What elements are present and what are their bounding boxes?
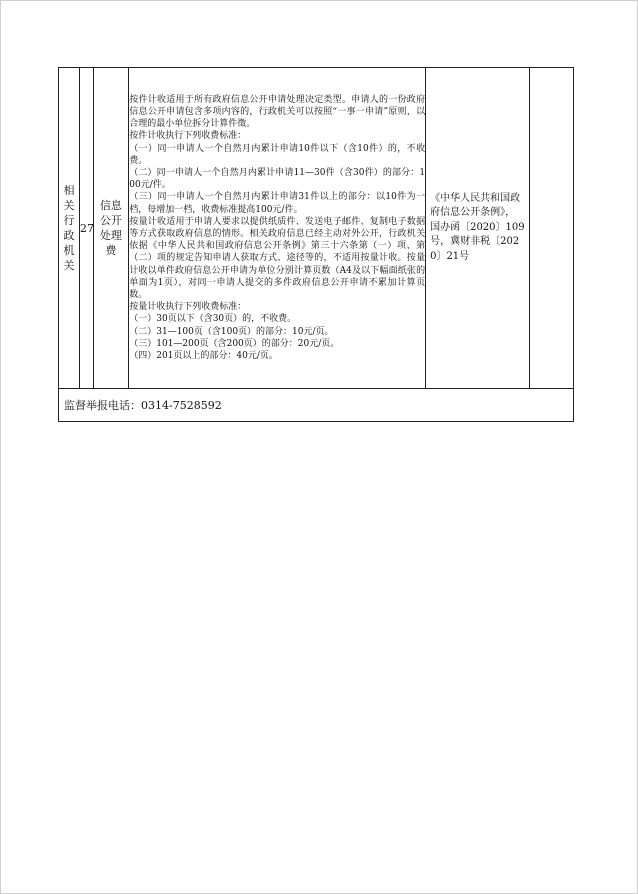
description-paragraph: 按量计收适用于申请人要求以提供纸质件、发送电子邮件、复制电子数据等方式获取政府信息的情形。相关政府信息已经主动对外公开，行政机关依据《中华人民共和国政府信息公开条例》第三十六条第（一）项、第（二）项的规定告知申请人获取方式、途径等的，不适用按量计收。按量计收以单件政府信息公开申请为单位分别计算页数（A4及以下幅面纸张的单面为1页），对同一申请人提交的多件政府信息公开申请不累加计算页数。 — [129, 216, 426, 301]
number-cell — [79, 68, 93, 389]
description-paragraph: （三）101—200页（含200页）的部分：20元/页。 — [129, 338, 340, 349]
fee-table — [58, 67, 574, 422]
extra-cell — [529, 68, 573, 389]
description-paragraph: 按件计收适用于所有政府信息公开申请处理决定类型。申请人的一份政府信息公开申请包含多项内容的，行政机关可以按照“一事一申请”原则，以合理的最小单位拆分计算件徵。 — [129, 94, 426, 130]
phone-cell — [59, 389, 574, 422]
fee-name: 信息公开处理费 — [99, 199, 122, 257]
description-cell — [129, 68, 426, 389]
phone-label: 监督举报电话： — [64, 399, 141, 412]
org-cell — [59, 68, 80, 389]
description-paragraph: 按件计收执行下列收费标准： — [129, 131, 247, 142]
fee-name-cell — [93, 68, 129, 389]
item-number: 27 — [79, 221, 94, 235]
description-paragraph: （一）30页以下（含30页）的，不收费。 — [129, 314, 297, 325]
description-paragraph: （三）同一申请人一个自然月内累计申请31件以上的部分：以10件为一档，每增加一档，收费标准提高100元/件。 — [129, 192, 426, 215]
description-paragraph: （二）31—100页（含100页）的部分：10元/页。 — [129, 326, 334, 337]
basis-cell — [426, 68, 530, 389]
description-paragraph: （一）同一申请人一个自然月内累计申请10件以下（含10件）的，不收费。 — [129, 143, 426, 166]
description-paragraph: （四）201页以上的部分：40元/页。 — [129, 351, 278, 362]
legal-basis: 《中华人民共和国政府信息公开条例》，国办函〔2020〕109号，冀财非税〔2020〕21号 — [430, 192, 525, 262]
table-row — [59, 68, 574, 389]
phone-number: 0314-7528592 — [141, 399, 222, 412]
description-paragraph: （二）同一申请人一个自然月内累计申请11—30件（含30件）的部分：100元/件。 — [129, 167, 426, 191]
org-name: 相关行政机关 — [63, 184, 75, 272]
phone-row — [59, 389, 574, 422]
description-paragraph: 按量计收执行下列收费标准： — [129, 302, 247, 313]
